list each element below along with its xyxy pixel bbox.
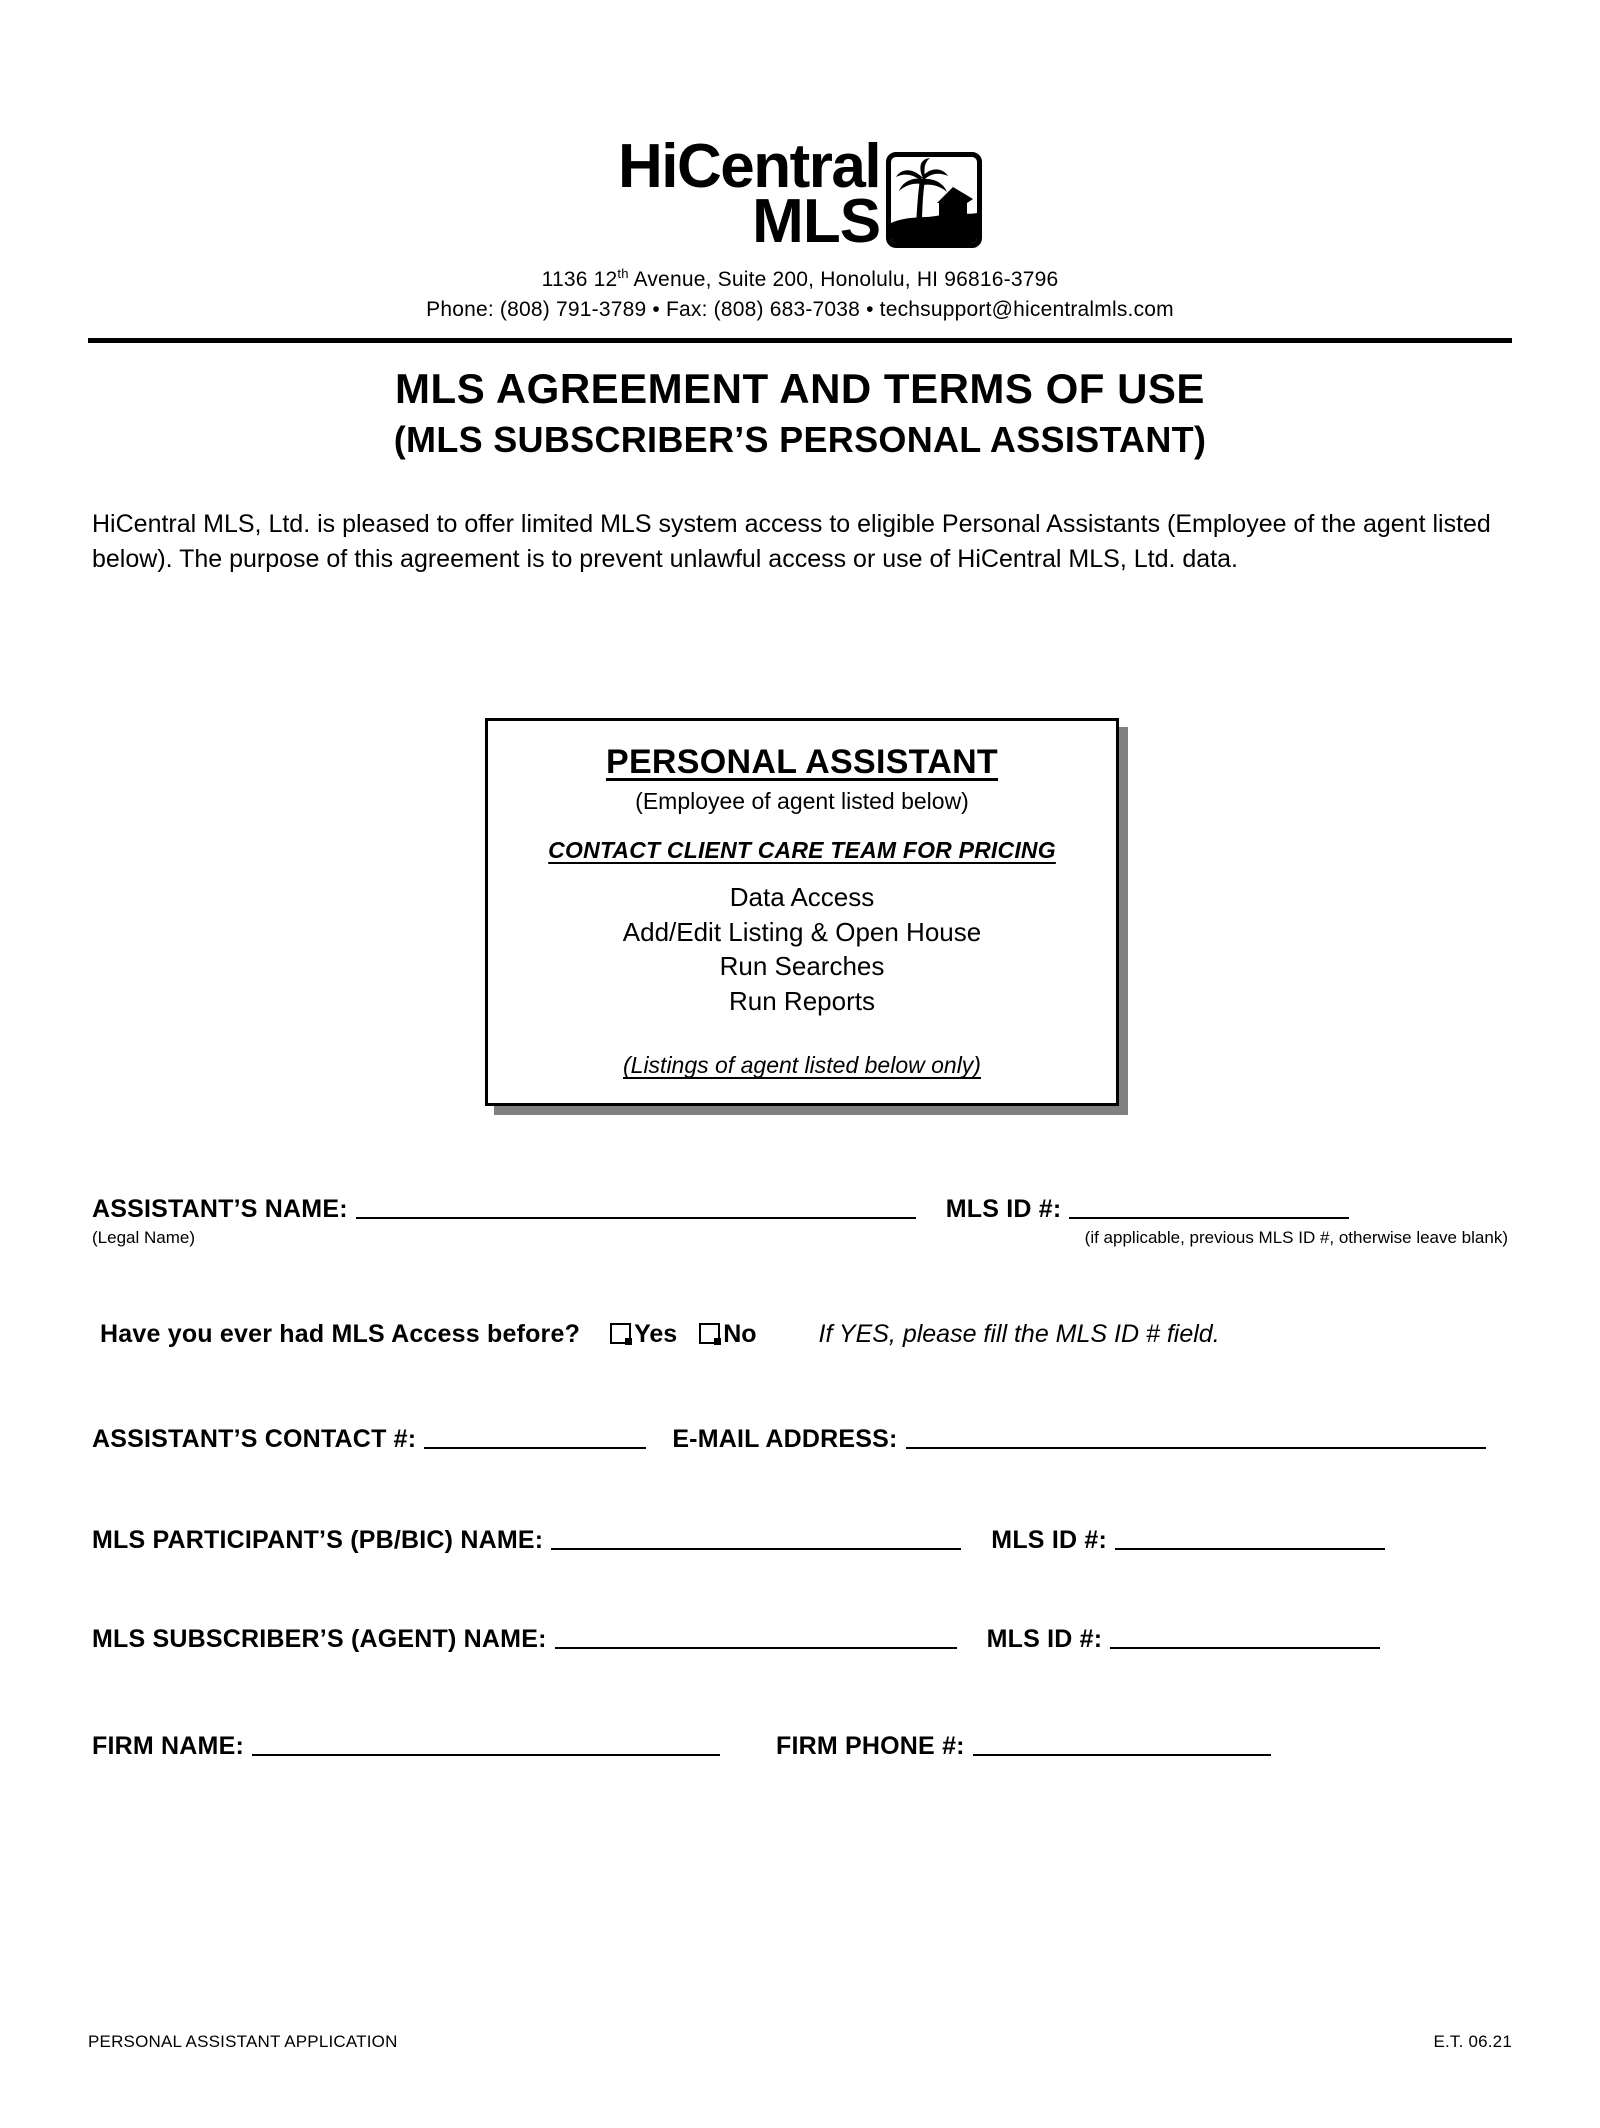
application-form [0, 1195, 1600, 1761]
personal-assistant-callout [485, 718, 1119, 1106]
assistant-name-row [92, 1195, 1508, 1224]
participant-mls-id-input[interactable] [1115, 1548, 1385, 1550]
address-ordinal-suffix: th [617, 266, 629, 282]
email-address-label: E-MAIL ADDRESS: [672, 1425, 898, 1453]
logo-secondary-text: MLS [752, 186, 881, 256]
callout-feature-list [508, 880, 1096, 1018]
callout-subtitle: (Employee of agent listed below) [635, 788, 969, 814]
participant-name-label: MLS PARTICIPANT’S (PB/BIC) NAME: [92, 1526, 544, 1554]
contact-email-row [92, 1425, 1508, 1454]
assistant-name-input[interactable] [356, 1217, 916, 1219]
subscriber-row [92, 1625, 1508, 1654]
assistant-contact-label: ASSISTANT’S CONTACT #: [92, 1425, 417, 1453]
logo-primary-text: HiCentral [617, 132, 881, 201]
palm-tree-house-icon [886, 152, 982, 248]
assistant-mls-id-input[interactable] [1069, 1217, 1349, 1219]
firm-name-label: FIRM NAME: [92, 1732, 244, 1760]
no-checkbox[interactable] [699, 1323, 720, 1344]
page-footer [0, 2032, 1600, 2052]
callout-footnote: (Listings of agent listed below only) [623, 1052, 981, 1079]
page-subtitle: (MLS SUBSCRIBER’S PERSONAL ASSISTANT) [393, 418, 1207, 460]
list-item: Run Reports [729, 985, 875, 1016]
email-address-input[interactable] [906, 1447, 1486, 1449]
prior-access-row [92, 1320, 1508, 1349]
firm-phone-label: FIRM PHONE #: [775, 1732, 965, 1760]
address-street-rest: Avenue, Suite 200, Honolulu, HI 96816-3796 [628, 268, 1059, 292]
address-line [0, 265, 1600, 295]
subscriber-name-input[interactable] [555, 1647, 957, 1649]
firm-name-input[interactable] [252, 1754, 720, 1756]
list-item: Add/Edit Listing & Open House [622, 916, 982, 947]
yes-checkbox[interactable] [610, 1323, 631, 1344]
no-option[interactable] [699, 1320, 778, 1349]
assistant-mls-id-label: MLS ID #: [945, 1195, 1062, 1223]
participant-row [92, 1526, 1508, 1555]
list-item: Data Access [729, 882, 875, 912]
prior-access-question-label: Have you ever had MLS Access before? [100, 1320, 581, 1348]
assistant-name-notes-row [92, 1224, 1508, 1248]
no-label: No [723, 1320, 757, 1348]
subscriber-mls-id-input[interactable] [1110, 1647, 1380, 1649]
footer-left-text: PERSONAL ASSISTANT APPLICATION [88, 2032, 398, 2051]
firm-row [92, 1732, 1508, 1761]
callout-pricing-note: CONTACT CLIENT CARE TEAM FOR PRICING [548, 837, 1056, 863]
yes-label: Yes [634, 1320, 678, 1348]
footer-right-text: E.T. 06.21 [1433, 2032, 1512, 2051]
prior-access-hint: If YES, please fill the MLS ID # field. [818, 1320, 1220, 1348]
legal-name-note: (Legal Name) [92, 1228, 195, 1247]
hicentral-mls-logo [617, 132, 982, 256]
page-title: MLS AGREEMENT AND TERMS OF USE [395, 364, 1205, 412]
participant-mls-id-label: MLS ID #: [991, 1526, 1107, 1554]
participant-name-input[interactable] [551, 1548, 961, 1550]
yes-option[interactable] [610, 1320, 699, 1349]
subscriber-name-label: MLS SUBSCRIBER’S (AGENT) NAME: [92, 1625, 547, 1653]
subscriber-mls-id-label: MLS ID #: [986, 1625, 1103, 1653]
assistant-contact-input[interactable] [424, 1447, 646, 1449]
header-divider [88, 338, 1512, 343]
intro-paragraph: HiCentral MLS, Ltd. is pleased to offer limited MLS system access to eligible Personal Assistants (Employee of the agent listed below). The purpose of this agreement is to prevent unlawful access or use of HiCentral MLS, Ltd. data. [92, 509, 1491, 574]
callout-box [485, 718, 1119, 1106]
mls-id-note: (if applicable, previous MLS ID #, otherwise leave blank) [1084, 1228, 1508, 1247]
list-item: Run Searches [719, 951, 885, 982]
address-street-number: 1136 12 [541, 268, 618, 292]
letterhead-logo [0, 0, 1600, 256]
logo-wordmark [617, 132, 881, 256]
firm-phone-input[interactable] [973, 1754, 1271, 1756]
assistant-name-label: ASSISTANT’S NAME: [92, 1195, 348, 1223]
callout-title: PERSONAL ASSISTANT [605, 743, 999, 781]
contact-line: Phone: (808) 791-3789 • Fax: (808) 683-7038 • techsupport@hicentralmls.com [426, 297, 1174, 321]
